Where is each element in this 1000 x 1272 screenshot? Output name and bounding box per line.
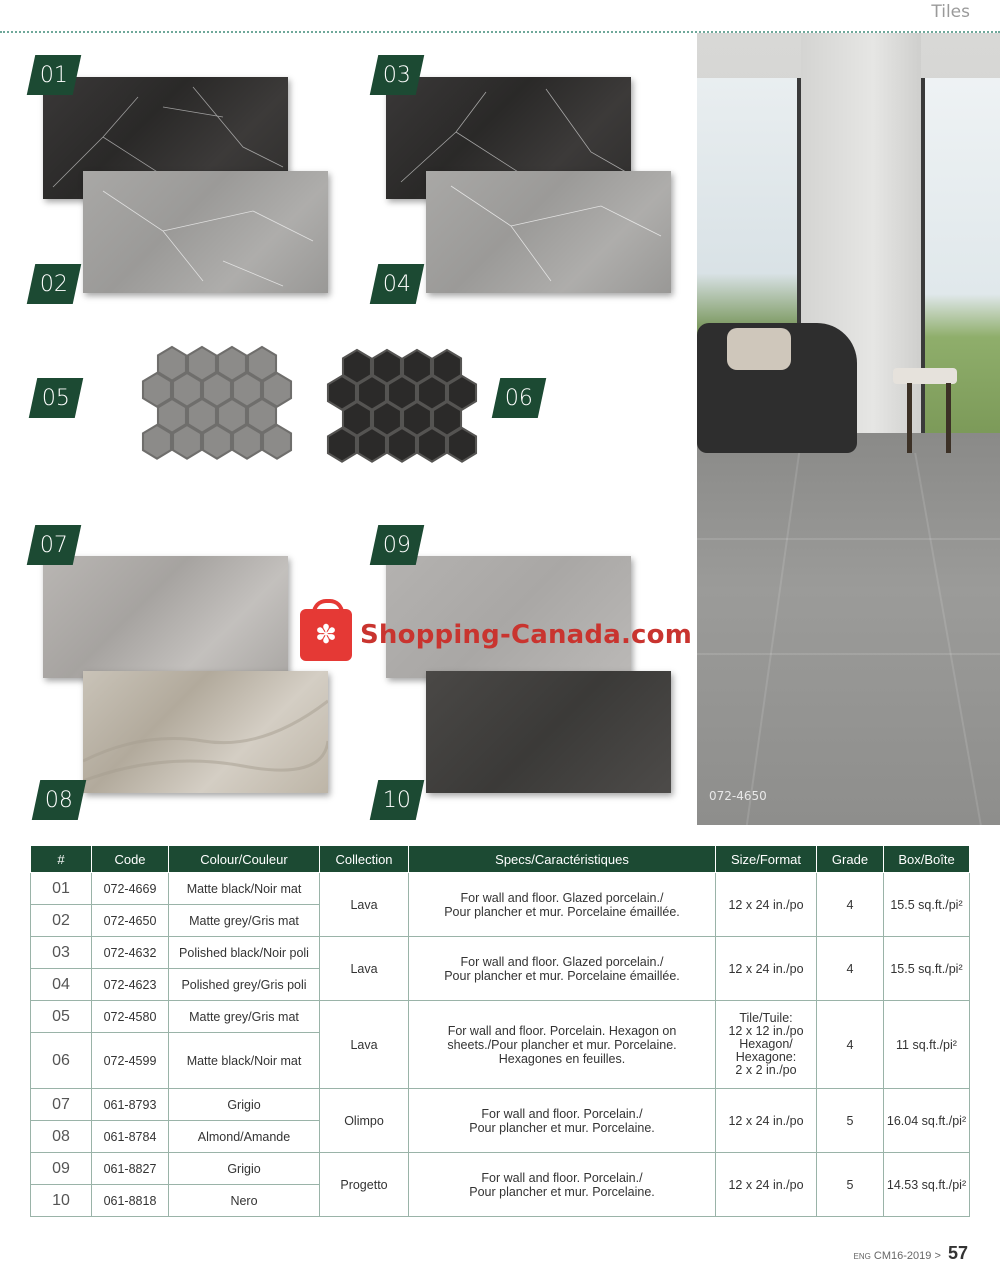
row-number: 08	[31, 1121, 92, 1153]
shopping-bag-icon	[300, 609, 352, 661]
table-row	[31, 937, 970, 969]
badge-06: 06	[492, 378, 547, 418]
row-size: 12 x 24 in./po	[716, 937, 817, 1001]
row-grade: 4	[817, 1001, 884, 1089]
cushion	[727, 328, 791, 370]
row-grade: 4	[817, 873, 884, 937]
badge-02: 02	[27, 264, 82, 304]
row-size: 12 x 24 in./po	[716, 873, 817, 937]
row-size: 12 x 24 in./po	[716, 1089, 817, 1153]
row-number: 03	[31, 937, 92, 969]
row-number: 10	[31, 1185, 92, 1217]
row-code: 072-4599	[92, 1033, 169, 1089]
row-number: 02	[31, 905, 92, 937]
room-photo	[697, 33, 1000, 825]
size-line: Tile/Tuile:	[739, 1011, 793, 1025]
tile-04-swatch	[426, 171, 671, 293]
footer-separator: >	[934, 1250, 941, 1262]
table-row	[31, 1089, 970, 1121]
row-box: 11 sq.ft./pi²	[884, 1001, 970, 1089]
row-number: 09	[31, 1153, 92, 1185]
specs-line: sheets./Pour plancher et mur. Porcelaine.	[447, 1037, 677, 1052]
section-title: Tiles	[931, 2, 970, 22]
badge-03: 03	[370, 55, 425, 95]
badge-05: 05	[29, 378, 84, 418]
tile-05-hex-sheet	[140, 345, 305, 465]
row-size	[716, 1001, 817, 1089]
specs-line: For wall and floor. Porcelain./	[481, 1170, 643, 1185]
specs-line: For wall and floor. Porcelain. Hexagon on	[447, 1023, 677, 1038]
specs-line: For wall and floor. Glazed porcelain./	[460, 954, 664, 969]
row-code: 072-4650	[92, 905, 169, 937]
row-specs	[409, 937, 716, 1001]
row-collection: Lava	[320, 937, 409, 1001]
row-colour: Matte grey/Gris mat	[169, 905, 320, 937]
row-box: 15.5 sq.ft./pi²	[884, 937, 970, 1001]
row-specs	[409, 1001, 716, 1089]
specs-line: For wall and floor. Porcelain./	[481, 1106, 643, 1121]
row-specs	[409, 873, 716, 937]
row-collection: Lava	[320, 873, 409, 937]
footer-lang: ENG	[853, 1252, 871, 1261]
row-number: 06	[31, 1033, 92, 1089]
specs-line: Pour plancher et mur. Porcelaine émaillée.	[444, 904, 680, 919]
row-number: 01	[31, 873, 92, 905]
row-code: 072-4669	[92, 873, 169, 905]
row-code: 061-8784	[92, 1121, 169, 1153]
watermark	[300, 601, 700, 669]
row-colour: Almond/Amande	[169, 1121, 320, 1153]
row-code: 061-8793	[92, 1089, 169, 1121]
watermark-text: Shopping-Canada.com	[360, 620, 693, 650]
row-colour: Nero	[169, 1185, 320, 1217]
size-line: 2 x 2 in./po	[735, 1063, 797, 1077]
row-code: 072-4632	[92, 937, 169, 969]
col-header-colour: Colour/Couleur	[169, 846, 320, 873]
row-colour: Grigio	[169, 1153, 320, 1185]
row-size: 12 x 24 in./po	[716, 1153, 817, 1217]
table-row	[31, 1153, 970, 1185]
row-collection: Lava	[320, 1001, 409, 1089]
specs-line: For wall and floor. Glazed porcelain./	[460, 890, 664, 905]
maple-leaf-icon: ✽	[315, 620, 337, 650]
tile-10-swatch	[426, 671, 671, 793]
specs-line: Pour plancher et mur. Porcelaine émaillée.	[444, 968, 680, 983]
row-colour: Polished grey/Gris poli	[169, 969, 320, 1001]
specs-line: Pour plancher et mur. Porcelaine.	[469, 1184, 655, 1199]
row-number: 04	[31, 969, 92, 1001]
badge-01: 01	[27, 55, 82, 95]
col-header-collection: Collection	[320, 846, 409, 873]
row-colour: Matte black/Noir mat	[169, 873, 320, 905]
col-header-size: Size/Format	[716, 846, 817, 873]
photo-product-code: 072-4650	[709, 789, 767, 803]
tile-08-swatch	[83, 671, 328, 793]
col-header-specs: Specs/Caractéristiques	[409, 846, 716, 873]
specs-line: Hexagones en feuilles.	[498, 1051, 626, 1066]
tile-02-swatch	[83, 171, 328, 293]
badge-07: 07	[27, 525, 82, 565]
spec-table	[30, 845, 970, 1217]
row-code: 061-8827	[92, 1153, 169, 1185]
row-specs	[409, 1089, 716, 1153]
table-header-row	[31, 846, 970, 873]
badge-04: 04	[370, 264, 425, 304]
row-collection: Progetto	[320, 1153, 409, 1217]
row-colour: Matte grey/Gris mat	[169, 1001, 320, 1033]
row-code: 072-4580	[92, 1001, 169, 1033]
badge-09: 09	[370, 525, 425, 565]
floor-grout	[697, 653, 1000, 655]
row-colour: Grigio	[169, 1089, 320, 1121]
row-number: 07	[31, 1089, 92, 1121]
specs-line: Pour plancher et mur. Porcelaine.	[469, 1120, 655, 1135]
tile-07-swatch	[43, 556, 288, 678]
side-table	[893, 368, 957, 384]
col-header-number: #	[31, 846, 92, 873]
page-footer	[854, 1243, 968, 1264]
row-collection: Olimpo	[320, 1089, 409, 1153]
row-colour: Matte black/Noir mat	[169, 1033, 320, 1089]
col-header-box: Box/Boîte	[884, 846, 970, 873]
row-code: 061-8818	[92, 1185, 169, 1217]
tiled-floor	[697, 433, 1000, 825]
row-colour: Polished black/Noir poli	[169, 937, 320, 969]
row-box: 15.5 sq.ft./pi²	[884, 873, 970, 937]
floor-grout	[697, 538, 1000, 540]
row-specs	[409, 1153, 716, 1217]
table-row	[31, 873, 970, 905]
tile-06-hex-sheet	[325, 348, 490, 468]
size-line: 12 x 12 in./po	[728, 1024, 804, 1038]
page-number: 57	[947, 1243, 968, 1263]
row-box: 14.53 sq.ft./pi²	[884, 1153, 970, 1217]
row-grade: 5	[817, 1153, 884, 1217]
col-header-grade: Grade	[817, 846, 884, 873]
row-grade: 4	[817, 937, 884, 1001]
size-line: Hexagon/	[739, 1037, 793, 1051]
row-box: 16.04 sq.ft./pi²	[884, 1089, 970, 1153]
size-line: Hexagone:	[735, 1050, 797, 1064]
col-header-code: Code	[92, 846, 169, 873]
badge-08: 08	[32, 780, 87, 820]
row-code: 072-4623	[92, 969, 169, 1001]
side-table-legs	[907, 383, 951, 453]
badge-10: 10	[370, 780, 425, 820]
table-row	[31, 1001, 970, 1033]
row-grade: 5	[817, 1089, 884, 1153]
row-number: 05	[31, 1001, 92, 1033]
footer-catalog: CM16-2019	[873, 1250, 932, 1262]
